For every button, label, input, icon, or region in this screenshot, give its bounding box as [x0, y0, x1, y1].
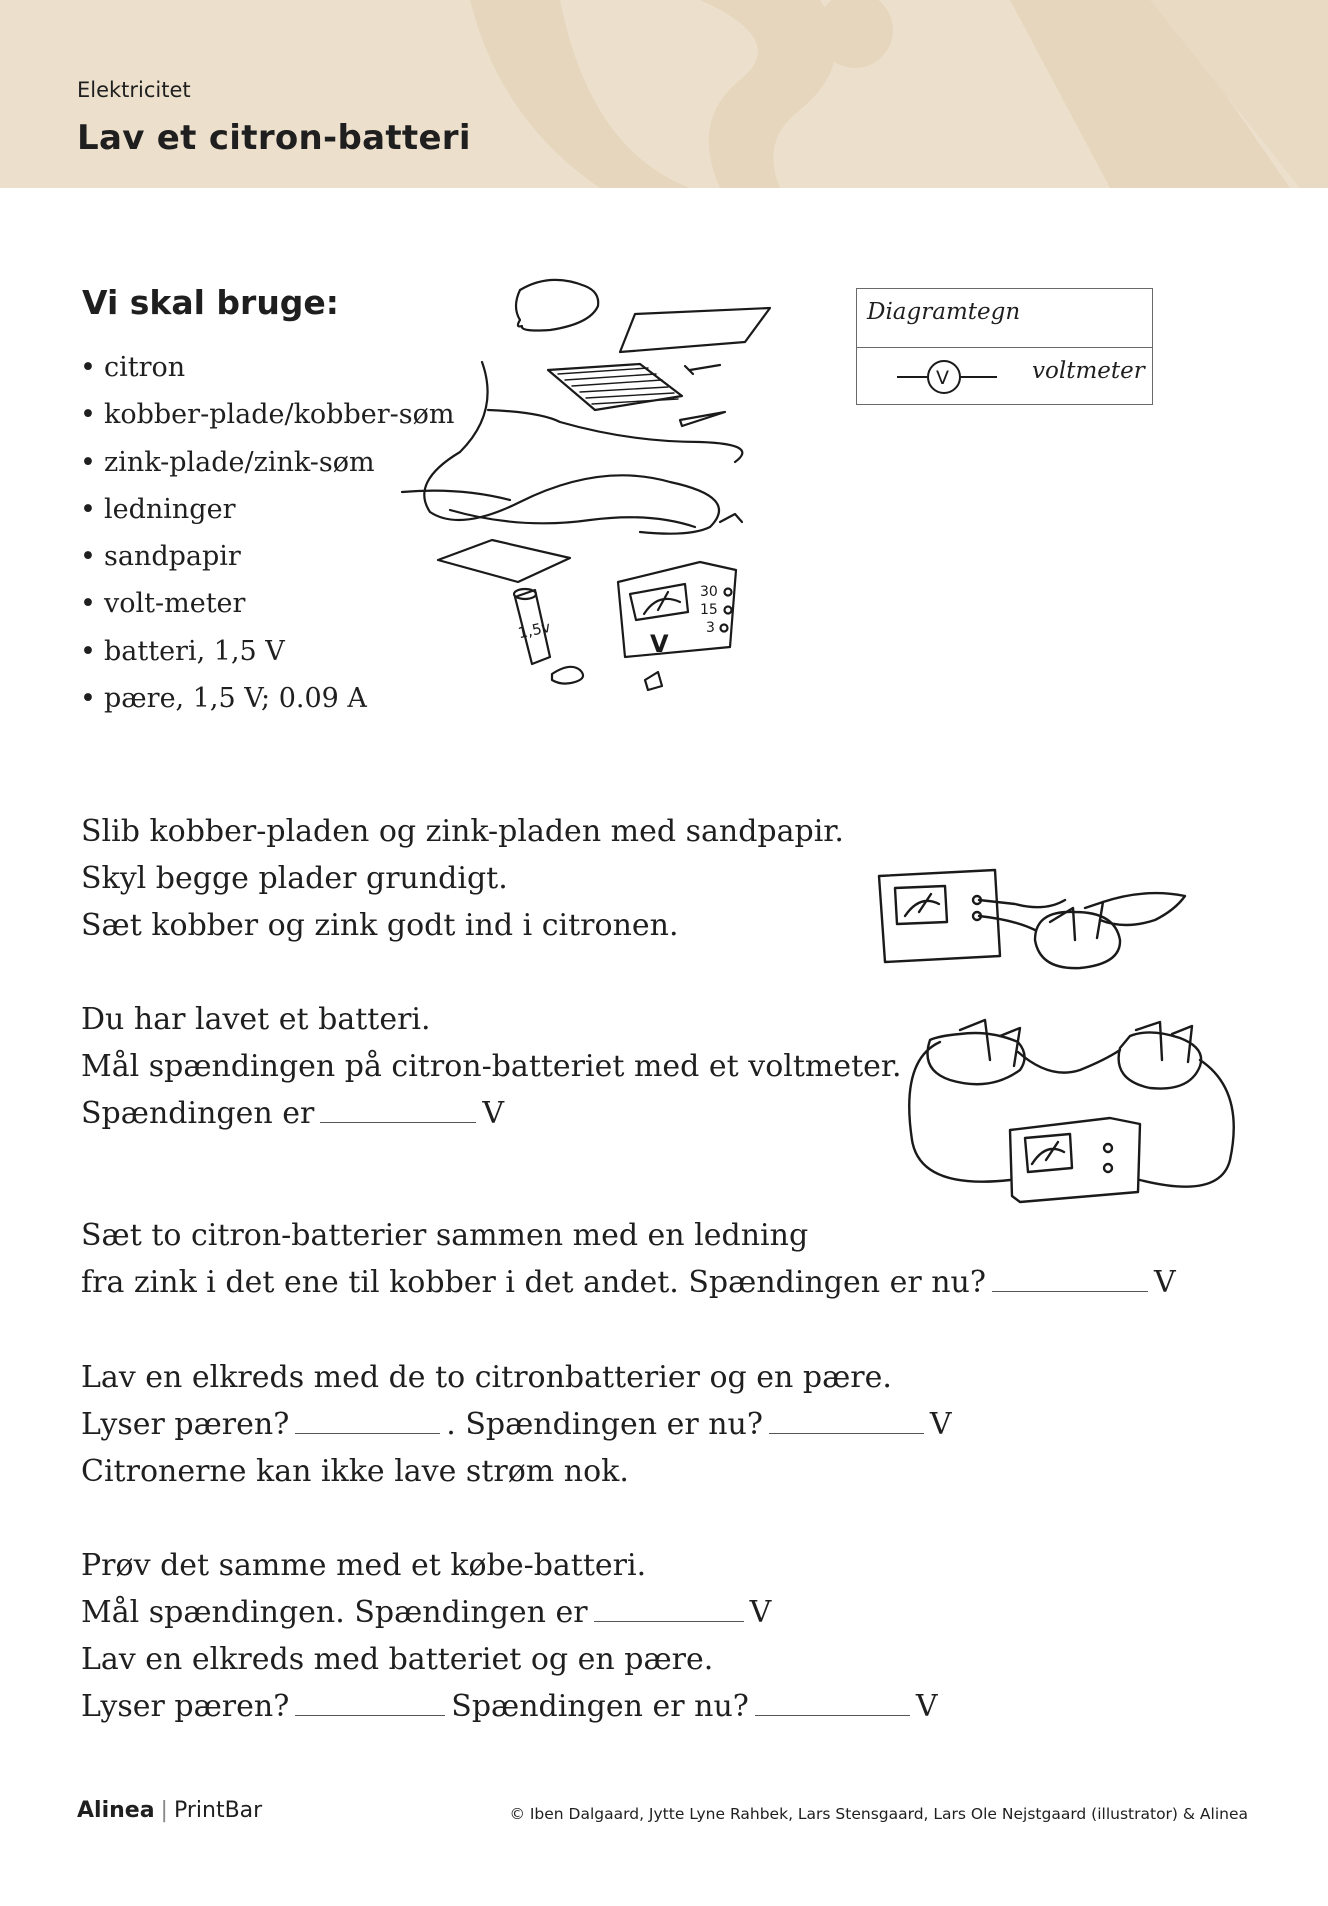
lemon-icon	[516, 280, 598, 331]
list-item	[80, 632, 454, 679]
bullet: •	[80, 493, 96, 525]
material-item: kobber-plade/kobber-søm	[104, 399, 455, 431]
list-item	[80, 490, 454, 537]
instruction-line: Sæt kobber og zink godt ind i citronen.	[81, 908, 679, 943]
list-item	[80, 584, 454, 631]
meter-scale: 3	[706, 620, 715, 636]
material-item: volt-meter	[104, 588, 246, 620]
question-text: Mål spændingen. Spændingen er	[81, 1595, 588, 1630]
instruction-line: Mål spændingen på citron-batteriet med et voltmeter.	[81, 1049, 902, 1084]
list-item	[80, 395, 454, 442]
answer-blank[interactable]	[755, 1714, 910, 1716]
bullet: •	[80, 352, 96, 383]
voltmeter-icon	[618, 562, 736, 657]
meter-scale: 15	[700, 602, 718, 618]
materials-heading: Vi skal bruge:	[82, 283, 340, 322]
sandpaper-icon	[438, 540, 570, 582]
material-item: pære, 1,5 V; 0.09 A	[104, 683, 367, 715]
battery-label: 1,5v	[516, 617, 553, 643]
diagram-legend-label: voltmeter	[1032, 358, 1145, 384]
instruction-line: Citronerne kan ikke lave strøm nok.	[81, 1454, 629, 1489]
footer-copyright: © Iben Dalgaard, Jytte Lyne Rahbek, Lars Stensgaard, Lars Ole Nejstgaard (illustrator) & Alinea	[509, 1805, 1248, 1823]
wire-icon	[424, 362, 719, 534]
lemon-icon	[1035, 912, 1120, 968]
voltmeter-icon	[1010, 1118, 1140, 1202]
instruction-paragraph-5	[81, 1542, 938, 1730]
instruction-line	[81, 1090, 902, 1137]
instruction-paragraph-1	[81, 808, 844, 949]
bulb-icon	[552, 667, 583, 684]
instruction-line: Slib kobber-pladen og zink-pladen med sandpapir.	[81, 814, 844, 849]
unit-label: V	[749, 1595, 772, 1630]
footer-separator: |	[160, 1798, 168, 1823]
list-item	[80, 443, 454, 490]
instruction-line: Prøv det samme med et købe-batteri.	[81, 1548, 647, 1583]
material-item: zink-plade/zink-søm	[104, 446, 375, 478]
header-decoration	[0, 0, 1328, 188]
question-text: Lyser pæren?	[81, 1407, 290, 1442]
answer-blank[interactable]	[295, 1714, 445, 1716]
bulb-icon	[645, 672, 662, 690]
diagram-legend-heading: Diagramtegn	[857, 289, 1152, 348]
instruction-line: Sæt to citron-batterier sammen med en ledning	[81, 1218, 809, 1253]
meter-letter: V	[650, 630, 669, 658]
answer-blank[interactable]	[295, 1432, 440, 1434]
instruction-paragraph-2	[81, 996, 902, 1137]
question-text: . Spændingen er nu?	[446, 1407, 763, 1442]
instruction-paragraph-4	[81, 1354, 952, 1495]
page-title: Lav et citron-batteri	[77, 118, 471, 158]
copper-plate-icon	[620, 308, 770, 352]
instruction-line	[81, 1589, 938, 1636]
instruction-line	[81, 1401, 952, 1448]
material-item: citron	[104, 352, 186, 383]
list-item	[80, 679, 454, 726]
materials-list	[80, 348, 454, 726]
nail-icon	[685, 365, 720, 374]
instruction-line: Lav en elkreds med de to citronbatterier og en pære.	[81, 1360, 892, 1395]
question-text: Lyser pæren?	[81, 1689, 290, 1724]
instruction-paragraph-3	[81, 1212, 1176, 1306]
materials-illustration	[400, 262, 780, 700]
bullet: •	[80, 683, 96, 715]
meter-scale: 30	[700, 584, 718, 600]
instruction-line: Skyl begge plader grundigt.	[81, 861, 508, 896]
question-text: fra zink i det ene til kobber i det andet. Spændingen er nu?	[81, 1265, 986, 1300]
bullet: •	[80, 635, 96, 667]
diagram-legend-row	[857, 348, 1152, 404]
material-item: sandpapir	[104, 541, 241, 573]
subject-label: Elektricitet	[77, 78, 191, 102]
question-text: Spændingen er nu?	[451, 1689, 749, 1724]
instruction-line: Du har lavet et batteri.	[81, 1002, 431, 1037]
brand-logo: Alinea	[77, 1798, 155, 1823]
list-item	[80, 537, 454, 584]
bullet: •	[80, 541, 96, 573]
voltmeter-symbol-icon	[897, 360, 1007, 394]
question-text: Spændingen er	[81, 1096, 315, 1131]
instruction-line	[81, 1259, 1176, 1306]
answer-blank[interactable]	[594, 1620, 744, 1622]
answer-blank[interactable]	[320, 1121, 476, 1123]
list-item	[80, 348, 454, 395]
bullet: •	[80, 399, 96, 431]
footer-brand	[77, 1798, 262, 1823]
voltmeter-symbol-letter: V	[936, 367, 949, 389]
unit-label: V	[482, 1096, 504, 1131]
bullet: •	[80, 446, 96, 478]
material-item: ledninger	[104, 493, 236, 525]
unit-label: V	[915, 1689, 938, 1724]
instruction-line: Lav en elkreds med batteriet og en pære.	[81, 1642, 714, 1677]
unit-label: V	[929, 1407, 952, 1442]
nail-icon	[680, 412, 725, 426]
product-name: PrintBar	[173, 1798, 263, 1823]
diagram-legend	[856, 288, 1153, 405]
instruction-line	[81, 1683, 938, 1730]
unit-label: V	[1153, 1265, 1176, 1300]
answer-blank[interactable]	[992, 1290, 1148, 1292]
lemon-icon	[928, 1033, 1025, 1084]
header-band	[0, 0, 1328, 188]
bullet: •	[80, 588, 96, 620]
lemon-battery-illustration	[875, 860, 1195, 985]
material-item: batteri, 1,5 V	[104, 635, 285, 667]
answer-blank[interactable]	[769, 1432, 924, 1434]
two-lemon-battery-illustration	[900, 1000, 1245, 1215]
